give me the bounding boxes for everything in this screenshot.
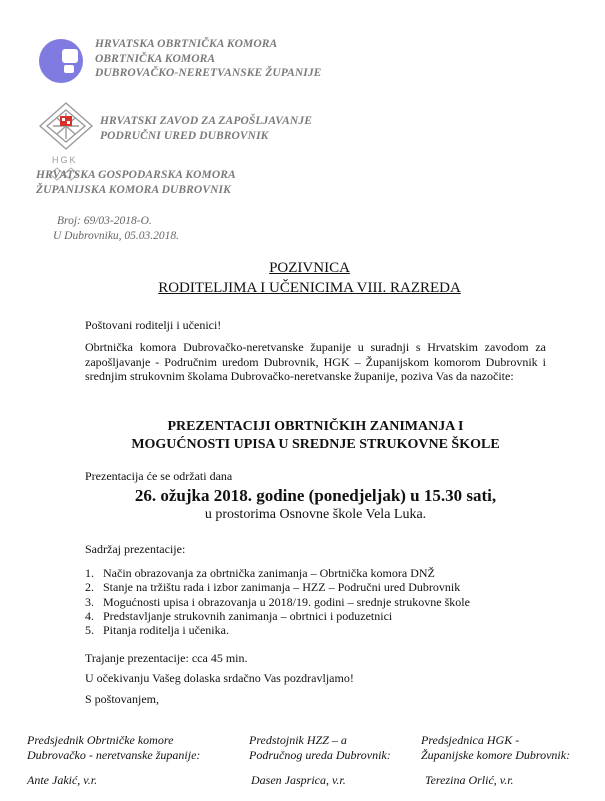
agenda-item: 4. Predstavljanje strukovnih zanimanja – obrtnici i poduzetnici	[85, 608, 393, 623]
signature-name: Dasen Jasprica, v.r.	[251, 773, 346, 787]
signature-role: Predsjednik Obrtničke komore	[27, 733, 174, 747]
reference-number: Broj: 69/03-2018-O.	[57, 215, 152, 227]
signature-block-hgk	[421, 733, 570, 763]
org-line: HRVATSKA GOSPODARSKA KOMORA	[36, 169, 236, 181]
signature-role: Županijske komore Dubrovnik:	[421, 748, 571, 762]
agenda-item: 5. Pitanja roditelja i učenika.	[85, 623, 229, 638]
signature-name: Ante Jakić, v.r.	[27, 773, 98, 787]
org-line: HRVATSKI ZAVOD ZA ZAPOŠLJAVANJE	[100, 115, 312, 127]
org-line: DUBROVAČKO-NERETVANSKE ŽUPANIJE	[95, 67, 322, 79]
duration: Trajanje prezentacije: cca 45 min.	[85, 651, 248, 665]
closing-line: U očekivanju Vašeg dolaska srdačno Vas pozdravljamo!	[85, 671, 354, 685]
signature-role: Predstojnik HZZ – a	[249, 733, 347, 747]
greeting: Poštovani roditelji i učenici!	[85, 318, 222, 332]
signature-block-hzz	[249, 733, 391, 763]
signature-role: Područnog ureda Dubrovnik:	[249, 748, 391, 762]
held-intro: Prezentacija će se održati dana	[85, 469, 233, 483]
agenda-list	[85, 566, 555, 637]
signature-role: Predsjednica HGK -	[421, 733, 520, 747]
doc-subtitle: RODITELJIMA I UČENICIMA VIII. RAZREDA	[158, 280, 461, 296]
agenda-item: 3. Mogućnosti upisa i obrazovanja u 2018/19. godini – srednje strukovne škole	[85, 594, 470, 609]
signature-role: Dubrovačko - neretvanske županije:	[27, 748, 201, 762]
event-title-line2: MOGUĆNOSTI UPISA U SREDNJE STRUKOVNE ŠKOLE	[131, 437, 500, 452]
regards: S poštovanjem,	[85, 692, 159, 706]
hok-logo-icon	[38, 38, 84, 84]
hgk-logo-text: HGK	[52, 155, 78, 165]
event-title-line1: PREZENTACIJI OBRTNIČKIH ZANIMANJA I	[167, 419, 464, 434]
event-venue: u prostorima Osnovne škole Vela Luka.	[204, 507, 427, 522]
signature-block-hok	[27, 733, 200, 763]
org-line: PODRUČNI URED DUBROVNIK	[100, 129, 269, 142]
agenda-item: 1. Način obrazovanja za obrtnička zanimanja – Obrtnička komora DNŽ	[85, 566, 435, 580]
hzz-logo-icon	[38, 101, 94, 151]
org-line: HRVATSKA OBRTNIČKA KOMORA	[95, 38, 278, 50]
event-date-time: 26. ožujka 2018. godine (ponedjeljak) u 15.30 sati,	[134, 486, 497, 505]
signature-name: Terezina Orlić, v.r.	[425, 773, 514, 787]
content-heading: Sadržaj prezentacije:	[85, 542, 186, 556]
doc-title: POZIVNICA	[269, 260, 350, 276]
agenda-item: 2. Stanje na tržištu rada i izbor zanimanja – HZZ – Područni ured Dubrovnik	[85, 580, 461, 595]
place-date: U Dubrovniku, 05.03.2018.	[53, 230, 180, 242]
intro-paragraph: Obrtnička komora Dubrovačko-neretvanske županije u suradnji s Hrvatskim zavodom za zapošljavanje - Područnim uredom Dubrovnik, HGK – Županijskom komorom Dubrovnik i srednjim strukovnim školama Dubrovačko-neretvanske županije, poziva Vas da nazočite:	[85, 340, 546, 383]
org-line: ŽUPANIJSKA KOMORA DUBROVNIK	[36, 183, 231, 196]
org-line: OBRTNIČKA KOMORA	[95, 52, 216, 65]
